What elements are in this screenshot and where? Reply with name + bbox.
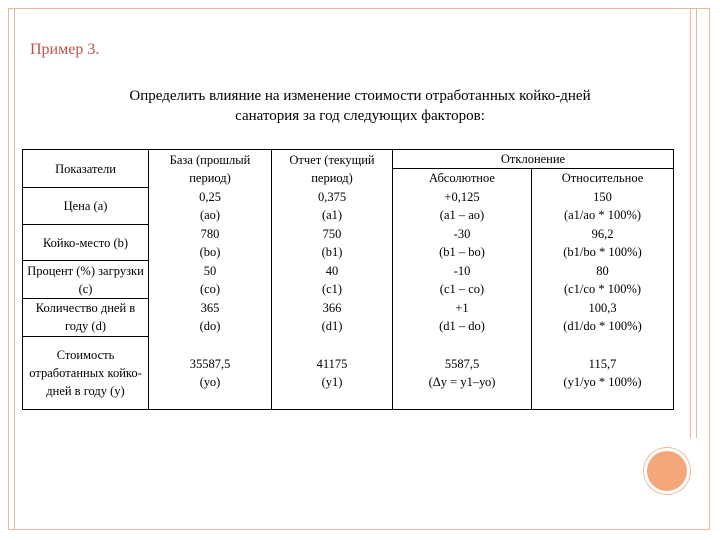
- row-base: 50 (со): [149, 261, 272, 299]
- header-indicators: Показатели: [23, 150, 149, 188]
- row-base: 780 (bо): [149, 224, 272, 261]
- row-report: 0,375 (а1): [272, 188, 393, 225]
- factors-table: [22, 149, 674, 410]
- table-row: [23, 299, 674, 337]
- row-relative: 80 (с1/со * 100%): [532, 261, 674, 299]
- task-text: [70, 86, 650, 126]
- row-relative: 115,7 (у1/уо * 100%): [532, 336, 674, 409]
- row-absolute: -30 (b1 – bо): [393, 224, 532, 261]
- row-absolute: +0,125 (а1 – ао): [393, 188, 532, 225]
- row-relative: 100,3 (d1/dо * 100%): [532, 299, 674, 337]
- table-row: [23, 336, 674, 409]
- row-name: Койко-место (b): [23, 224, 149, 261]
- row-name: Процент (%) загрузки (с): [23, 261, 149, 299]
- slide-title: Пример 3.: [30, 41, 100, 58]
- decorative-circle: [644, 448, 690, 494]
- row-relative: 96,2 (b1/bо * 100%): [532, 224, 674, 261]
- row-absolute: +1 (d1 – dо): [393, 299, 532, 337]
- row-absolute: -10 (с1 – со): [393, 261, 532, 299]
- table-row: [23, 261, 674, 299]
- row-report: 750 (b1): [272, 224, 393, 261]
- row-name: Цена (а): [23, 188, 149, 225]
- task-line-2: санатория за год следующих факторов:: [235, 108, 485, 124]
- row-absolute: 5587,5 (Δу = у1–уо): [393, 336, 532, 409]
- frame-line-left: [14, 8, 15, 530]
- header-relative: Относительное: [532, 169, 674, 188]
- task-line-1: Определить влияние на изменение стоимости отработанных койко-дней: [129, 88, 591, 104]
- row-base: 35587,5 (уо): [149, 336, 272, 409]
- header-report: Отчет (текущий период): [272, 150, 393, 188]
- row-name: Количество дней в году (d): [23, 299, 149, 337]
- row-report: 41175 (у1): [272, 336, 393, 409]
- row-base: 365 (dо): [149, 299, 272, 337]
- row-relative: 150 (а1/ао * 100%): [532, 188, 674, 225]
- frame-line-right-inner: [696, 8, 697, 438]
- table-row: [23, 224, 674, 261]
- header-base: База (прошлый период): [149, 150, 272, 188]
- table-row: [23, 188, 674, 225]
- row-report: 40 (с1): [272, 261, 393, 299]
- row-base: 0,25 (ао): [149, 188, 272, 225]
- frame-line-right: [690, 8, 691, 438]
- header-deviation: Отклонение: [393, 150, 674, 169]
- header-absolute: Абсолютное: [393, 169, 532, 188]
- row-report: 366 (d1): [272, 299, 393, 337]
- row-name: Стоимость отработанных койко-дней в году (у): [23, 336, 149, 409]
